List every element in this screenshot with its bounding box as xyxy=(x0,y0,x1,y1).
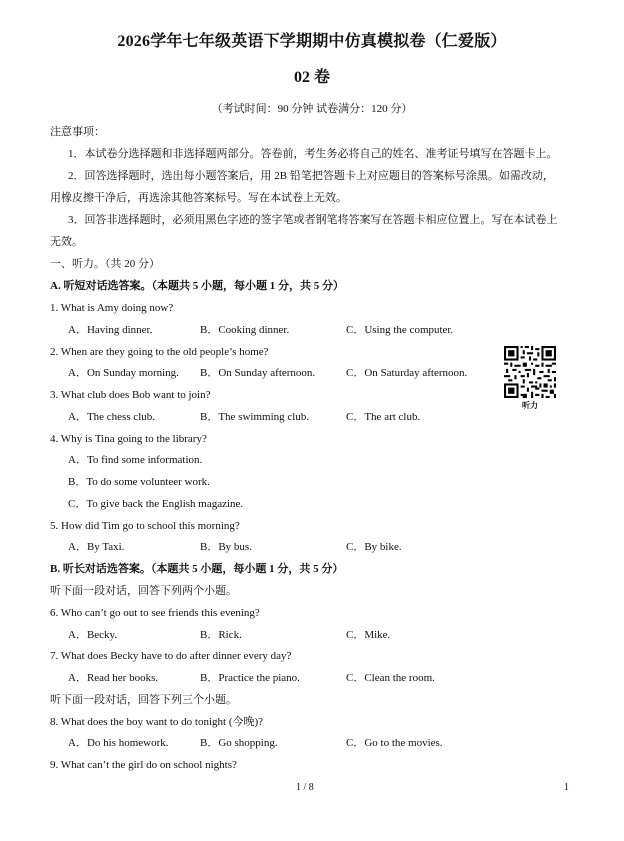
question-4-option-b: B．To do some volunteer work. xyxy=(68,476,210,488)
question-1-option-c: C．Using the computer. xyxy=(346,324,454,336)
question-8-option-a: A．Do his homework. xyxy=(68,737,169,749)
page-number: 1 / 8 xyxy=(296,782,314,793)
question-6-option-c: C．Mike. xyxy=(346,629,391,641)
question-6-option-a: A．Becky. xyxy=(68,629,118,641)
question-2-option-b: B．On Sunday afternoon. xyxy=(200,367,316,379)
question-5-stem: 5. How did Tim go to school this morning? xyxy=(50,520,240,532)
question-2-option-c: C．On Saturday afternoon. xyxy=(346,367,468,379)
section-a-heading: A. 听短对话选答案。（本题共 5 小题，每小题 1 分，共 5 分） xyxy=(50,280,344,292)
note-2: 2．回答选择题时，选出每小题答案后，用 2B 铅笔把答题卡上对应题目的答案标号涂黑。如需改动， xyxy=(68,170,554,182)
dialog-instruction-1: 听下面一段对话，回答下列两个小题。 xyxy=(50,585,237,597)
part-heading: 一、听力。（共 20 分） xyxy=(50,258,160,270)
question-3-option-c: C．The art club. xyxy=(346,411,421,423)
question-3-stem: 3. What club does Bob want to join? xyxy=(50,389,211,401)
question-4-stem: 4. Why is Tina going to the library? xyxy=(50,433,207,445)
note-3: 3．回答非选择题时，必须用黑色字迹的签字笔或者钢笔将答案写在答题卡相应位置上。写在本试卷上 xyxy=(68,214,558,226)
question-6-option-b: B．Rick. xyxy=(200,629,242,641)
question-2-stem: 2. When are they going to the old people’s home? xyxy=(50,346,269,358)
question-5-option-a: A．By Taxi. xyxy=(68,541,125,553)
question-3-option-b: B．The swimming club. xyxy=(200,411,310,423)
volume-label: 02 卷 xyxy=(293,69,330,86)
question-1-option-a: A．Having dinner. xyxy=(68,324,153,336)
question-7-stem: 7. What does Becky have to do after dinner every day? xyxy=(50,650,292,662)
section-b-heading: B. 听长对话选答案。（本题共 5 小题，每小题 1 分，共 5 分） xyxy=(50,563,344,575)
question-6-stem: 6. Who can’t go out to see friends this evening? xyxy=(50,607,260,619)
qr-code-icon xyxy=(504,346,556,398)
question-7-option-c: C．Clean the room. xyxy=(346,672,435,684)
page-title: 2026学年七年级英语下学期期中仿真模拟卷（仁爱版） xyxy=(117,33,507,50)
question-1-stem: 1. What is Amy doing now? xyxy=(50,302,174,314)
question-4-option-c: C．To give back the English magazine. xyxy=(68,498,244,510)
notes-heading: 注意事项： xyxy=(50,126,105,138)
question-3-option-a: A．The chess club. xyxy=(68,411,156,423)
corner-page-number: 1 xyxy=(564,782,569,793)
question-8-option-b: B．Go shopping. xyxy=(200,737,278,749)
note-2-cont: 用橡皮擦干净后，再选涂其他答案标号。写在本试卷上无效。 xyxy=(50,192,347,204)
question-2-option-a: A．On Sunday morning. xyxy=(68,367,179,379)
qr-label: 听力 xyxy=(522,401,538,410)
note-3-cont: 无效。 xyxy=(50,236,83,248)
question-8-stem: 8. What does the boy want to do tonight (今晚)? xyxy=(50,716,264,728)
note-1: 1．本试卷分选择题和非选择题两部分。答卷前，考生务必将自己的姓名、准考证号填写在答题卡上。 xyxy=(68,148,558,160)
question-7-option-a: A．Read her books. xyxy=(68,672,159,684)
exam-info: （考试时间：90 分钟 试卷满分：120 分） xyxy=(211,103,413,115)
question-5-option-c: C．By bike. xyxy=(346,541,402,553)
question-5-option-b: B．By bus. xyxy=(200,541,252,553)
question-9-stem: 9. What can’t the girl do on school nights? xyxy=(50,759,237,771)
dialog-instruction-2: 听下面一段对话，回答下列三个小题。 xyxy=(50,694,237,706)
question-4-option-a: A．To find some information. xyxy=(68,454,203,466)
question-8-option-c: C．Go to the movies. xyxy=(346,737,443,749)
question-7-option-b: B．Practice the piano. xyxy=(200,672,300,684)
question-1-option-b: B．Cooking dinner. xyxy=(200,324,290,336)
